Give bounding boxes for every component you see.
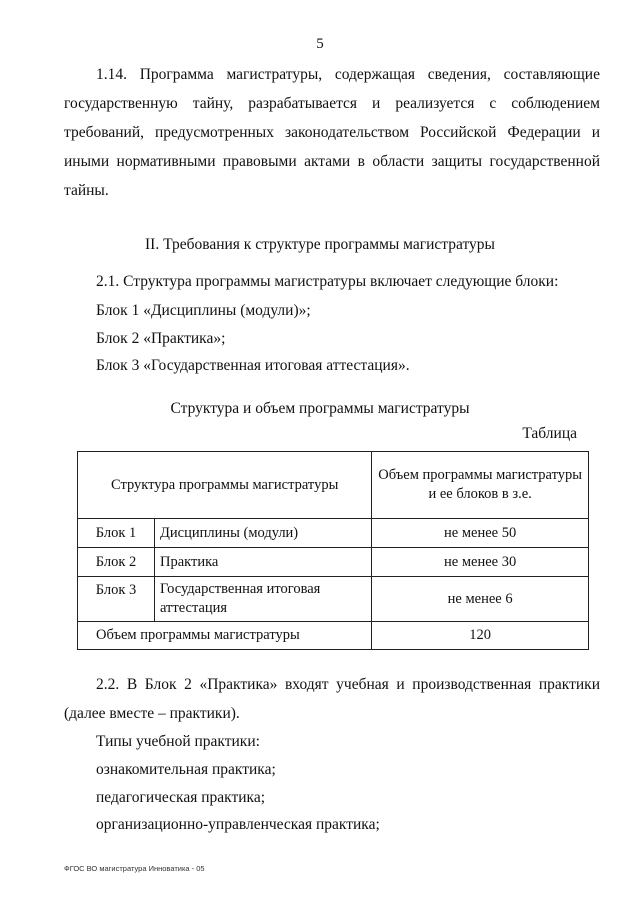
- block-item-3: Блок 3 «Государственная итоговая аттестация».: [96, 357, 410, 374]
- block-name-cell: Практика: [155, 548, 372, 577]
- table-title: Структура и объем программы магистратуры: [170, 400, 470, 417]
- paragraph-1-14: 1.14. Программа магистратуры, содержащая сведения, составляющие государственную тайну, разрабатывается и реализуется с соблюдением требований, предусмотренных законодательством Российской Федерации и иными нормативными правовыми актами в области защиты государственной тайны.: [64, 66, 600, 199]
- table-total-row: [78, 622, 589, 650]
- block-name-cell: Государственная итоговая аттестация: [155, 577, 372, 622]
- table-label: Таблица: [522, 425, 577, 442]
- structure-table: [77, 451, 589, 650]
- volume-cell: не менее 30: [372, 548, 589, 577]
- block-item-1: Блок 1 «Дисциплины (модули)»;: [96, 302, 311, 319]
- table-header-row: [78, 452, 589, 519]
- footer-note: ФГОС ВО магистратура Инноватика - 05: [64, 864, 205, 873]
- header-structure-cell: Структура программы магистратуры: [78, 452, 372, 519]
- total-value-cell: 120: [372, 622, 589, 650]
- practice-type-item: педагогическая практика;: [96, 789, 266, 806]
- total-label-cell: Объем программы магистратуры: [78, 622, 372, 650]
- page-number: 5: [316, 36, 324, 52]
- table-row: [78, 577, 589, 622]
- practice-types-heading: Типы учебной практики:: [96, 733, 260, 750]
- practice-type-item: организационно-управленческая практика;: [96, 816, 380, 833]
- table-row: [78, 548, 589, 577]
- volume-cell: не менее 6: [372, 577, 589, 622]
- block-name-cell: Дисциплины (модули): [155, 519, 372, 548]
- table-row: [78, 519, 589, 548]
- block-item-2: Блок 2 «Практика»;: [96, 330, 226, 347]
- block-cell: Блок 3: [78, 577, 155, 622]
- paragraph-2-2: 2.2. В Блок 2 «Практика» входят учебная и производственная практики (далее вместе – практики).: [64, 676, 600, 722]
- volume-cell: не менее 50: [372, 519, 589, 548]
- practice-type-item: ознакомительная практика;: [96, 761, 276, 778]
- section-heading: II. Требования к структуре программы магистратуры: [145, 236, 495, 253]
- block-cell: Блок 1: [78, 519, 155, 548]
- paragraph-2-1: 2.1. Структура программы магистратуры включает следующие блоки:: [96, 273, 559, 290]
- header-volume-cell: Объем программы магистратуры и ее блоков в з.е.: [372, 452, 589, 519]
- block-cell: Блок 2: [78, 548, 155, 577]
